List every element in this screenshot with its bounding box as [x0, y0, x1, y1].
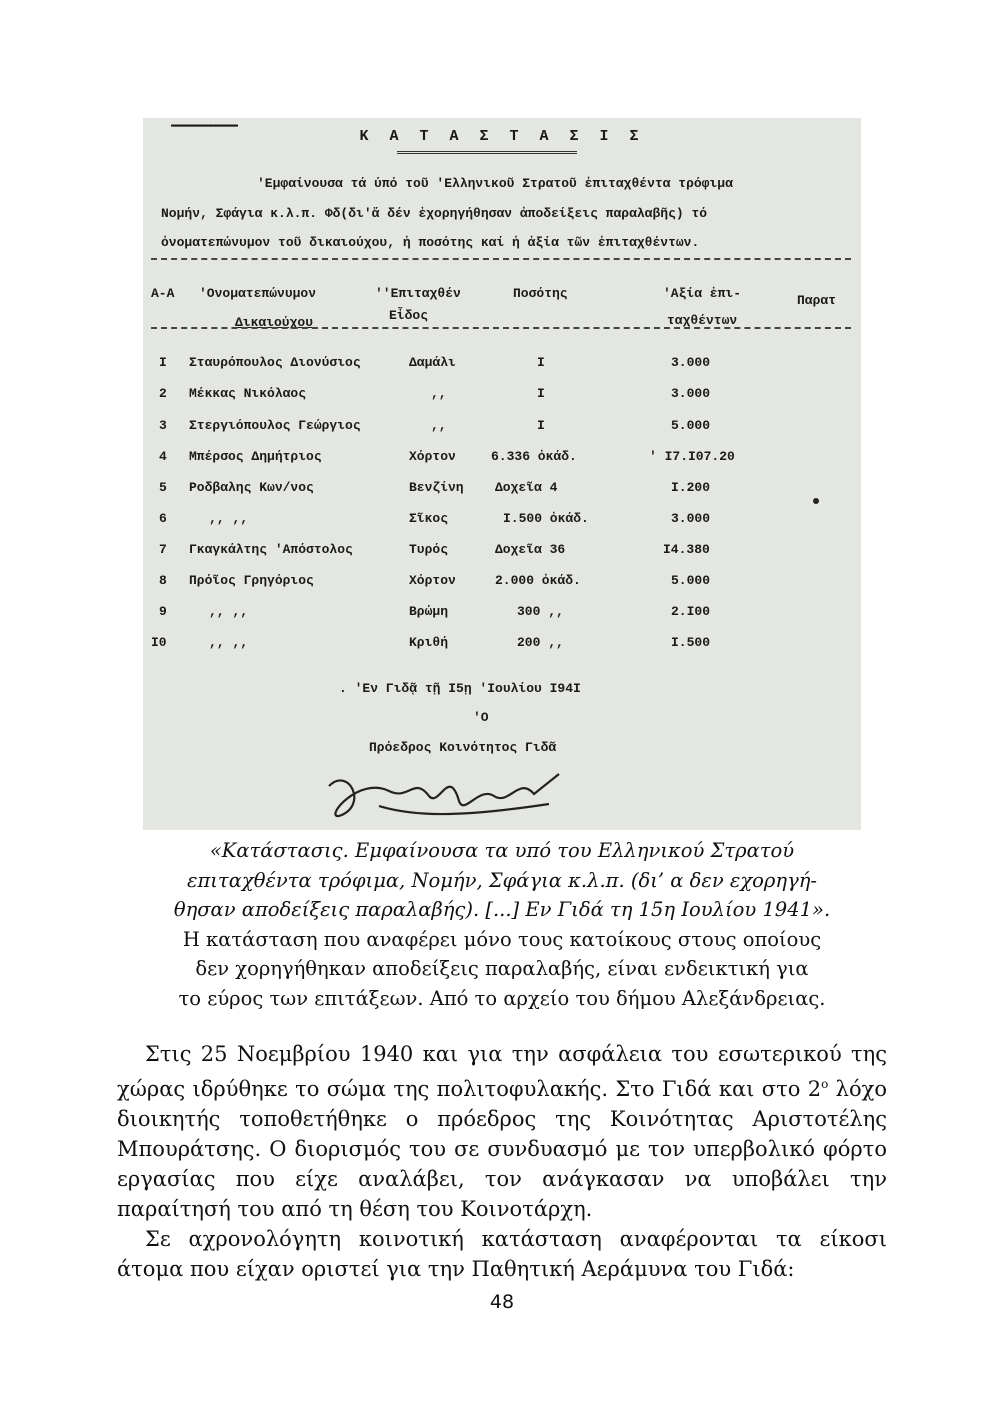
caption-line-4: Η κατάσταση που αναφέρει μόνο τους κατοίκους στους οποίους: [182, 927, 822, 951]
row-8-aa: 8: [159, 573, 167, 588]
title-underline: [397, 151, 577, 154]
row-10-aa: Ι0: [151, 635, 167, 650]
top-dash-mark: ▬▬▬▬▬▬▬▬▬▬▬▬▬▬▬: [171, 120, 238, 130]
row-3-qty: Ι: [537, 418, 545, 433]
caption-italic-line-2: επιταχθέντα τρόφιμα, Νομήν, Σφάγια κ.λ.π. (δι’ α δεν εχορηγή-: [187, 868, 817, 892]
row-9-name: ,, ,,: [209, 604, 249, 619]
row-1-kind: Δαμάλι: [409, 355, 456, 370]
row-1-value: 3.000: [671, 355, 711, 370]
paragraph-2: Σε αχρονολόγητη κοινοτική κατάσταση αναφέρονται τα είκοσι άτομα που είχαν οριστεί για την Παθητική Αεράμυνα του Γιδά:: [117, 1227, 887, 1281]
header-bottom-rule: [151, 327, 851, 329]
header-top-rule: [151, 258, 851, 260]
row-6-name: ,, ,,: [209, 511, 249, 526]
row-2-value: 3.000: [671, 386, 711, 401]
paragraph-1-part-b: λόχο διοικητής τοποθετήθηκε ο πρόεδρος της Κοινότητας Αριστοτέλης Μπουράτσης. Ο διορισμός του σε συνδυασμό με τον υπερβολικό φόρτο εργασίας που είχε αναλάβει, τον ανάγκασαν να υποβάλει την παραίτησή του από τη θέση του Κοινοτάρχη.: [117, 1077, 887, 1221]
scan-desc-line-3: ὀνοματεπώνυμον τοῦ δικαιούχου, ἡ ποσότης καί ἡ ἀξία τῶν ἐπιταχθέντων.: [161, 235, 700, 250]
header-aa: Α-Α: [151, 286, 175, 301]
row-10-name: ,, ,,: [209, 635, 249, 650]
row-2-qty: Ι: [537, 386, 545, 401]
row-5-value: Ι.200: [671, 480, 711, 495]
row-5-aa: 5: [159, 480, 167, 495]
scan-title: Κ Α Τ Α Σ Τ Α Σ Ι Σ: [359, 128, 645, 145]
row-4-name: Μπέρσος Δημήτριος: [189, 449, 322, 464]
row-6-kind: Σῖκος: [409, 511, 449, 526]
date-line: . 'Εν Γιδᾷ τῇ Ι5ῃ 'Ιουλίου Ι94Ι: [339, 681, 581, 696]
row-5-kind: Βενζίνη: [409, 480, 464, 495]
row-3-kind: ,,: [431, 418, 447, 433]
paragraph-1-part-a: Στις 25 Νοεμβρίου 1940 και για την ασφάλεια του εσωτερικού της χώρας ιδρύθηκε το σώμα της πολιτοφυλακής. Στο Γιδά και στο 2: [117, 1042, 887, 1101]
row-8-name: Πρόῖος Γρηγόριος: [189, 573, 314, 588]
row-7-name: Γκαγκάλτης 'Απόστολος: [189, 542, 353, 557]
header-name-2: Δικαιούχου: [235, 315, 314, 330]
row-6-qty: Ι.500 ὀκάδ.: [503, 511, 589, 526]
row-7-value: Ι4.380: [663, 542, 710, 557]
signature-scribble: [319, 746, 579, 826]
row-1-name: Σταυρόπουλος Διονύσιος: [189, 355, 361, 370]
signer-article: 'Ο: [473, 710, 489, 725]
row-10-kind: Κριθή: [409, 635, 449, 650]
figure-caption: [143, 836, 861, 1013]
header-kind: ''Επιταχθέν: [375, 286, 461, 301]
caption-line-5: δεν χορηγήθηκαν αποδείξεις παραλαβής, είναι ενδεικτική για: [195, 957, 809, 980]
header-kind-2: Εἶδος: [389, 308, 429, 323]
row-5-qty: Δοχεῖα 4: [495, 480, 558, 495]
scan-desc-line-1: 'Εμφαίνουσα τά ύπό τοῦ 'Ελληνικοῦ Στρατοῦ ἐπιταχθέντα τρόφιμα: [257, 176, 733, 191]
row-2-aa: 2: [159, 386, 167, 401]
body-text: [117, 1039, 887, 1284]
row-9-value: 2.Ι00: [671, 604, 711, 619]
row-8-qty: 2.000 ὀκάδ.: [495, 573, 581, 588]
row-7-kind: Τυρός: [409, 542, 449, 557]
row-10-value: Ι.500: [671, 635, 711, 650]
row-3-aa: 3: [159, 418, 167, 433]
row-7-aa: 7: [159, 542, 167, 557]
header-name: 'Ονοματεπώνυμον: [199, 286, 317, 301]
row-3-value: 5.000: [671, 418, 711, 433]
row-2-name: Μέκκας Νικόλαος: [189, 386, 307, 401]
caption-italic-line-1: «Κατάστασις. Εμφαίνουσα τα υπό του Ελληνικού Στρατού: [209, 839, 795, 862]
header-qty: Ποσότης: [513, 286, 568, 301]
row-4-value: ' Ι7.Ι07.20: [649, 449, 735, 464]
row-8-kind: Χόρτον: [409, 573, 456, 588]
ink-dot: [813, 498, 819, 504]
row-4-qty: 6.336 ὀκάδ.: [491, 449, 577, 464]
header-value-2: ταχθέντων: [667, 313, 738, 328]
scan-desc-line-2: Νομήν, Σφάγια κ.λ.π. Φδ(δι'ἅ δέν ἐχορηγήθησαν ἀποδείξεις παραλαβῆς) τό: [161, 206, 708, 221]
row-7-qty: Δοχεῖα 36: [495, 542, 566, 557]
row-6-value: 3.000: [671, 511, 711, 526]
row-8-value: 5.000: [671, 573, 711, 588]
header-value: 'Αξία ἐπι-: [663, 286, 742, 301]
row-1-aa: Ι: [159, 355, 167, 370]
caption-line-6: το εύρος των επιτάξεων. Από το αρχείο του δήμου Αλεξάνδρειας.: [178, 986, 826, 1010]
row-9-aa: 9: [159, 604, 167, 619]
row-2-kind: ,,: [431, 386, 447, 401]
page-number: 48: [489, 1291, 515, 1313]
row-1-qty: Ι: [537, 355, 545, 370]
row-9-qty: 300 ,,: [517, 604, 564, 619]
scanned-document: [143, 118, 861, 830]
caption-italic-line-3: θησαν αποδείξεις παραλαβής). [...] Εν Γιδά τη 15η Ιουλίου 1941».: [173, 898, 831, 921]
ordinal-superscript: ο: [821, 1077, 829, 1091]
row-4-kind: Χόρτον: [409, 449, 456, 464]
paragraph-1: [117, 1039, 887, 1224]
header-remarks: Παρατ: [797, 293, 837, 308]
row-10-qty: 200 ,,: [517, 635, 564, 650]
row-5-name: Ροδβαλης Κων/νος: [189, 480, 314, 495]
row-6-aa: 6: [159, 511, 167, 526]
signer-title: Πρόεδρος Κοινότητος Γιδᾶ: [369, 740, 557, 755]
row-3-name: Στεργιόπουλος Γεώργιος: [189, 418, 361, 433]
row-9-kind: Βρώμη: [409, 604, 449, 619]
row-4-aa: 4: [159, 449, 167, 464]
